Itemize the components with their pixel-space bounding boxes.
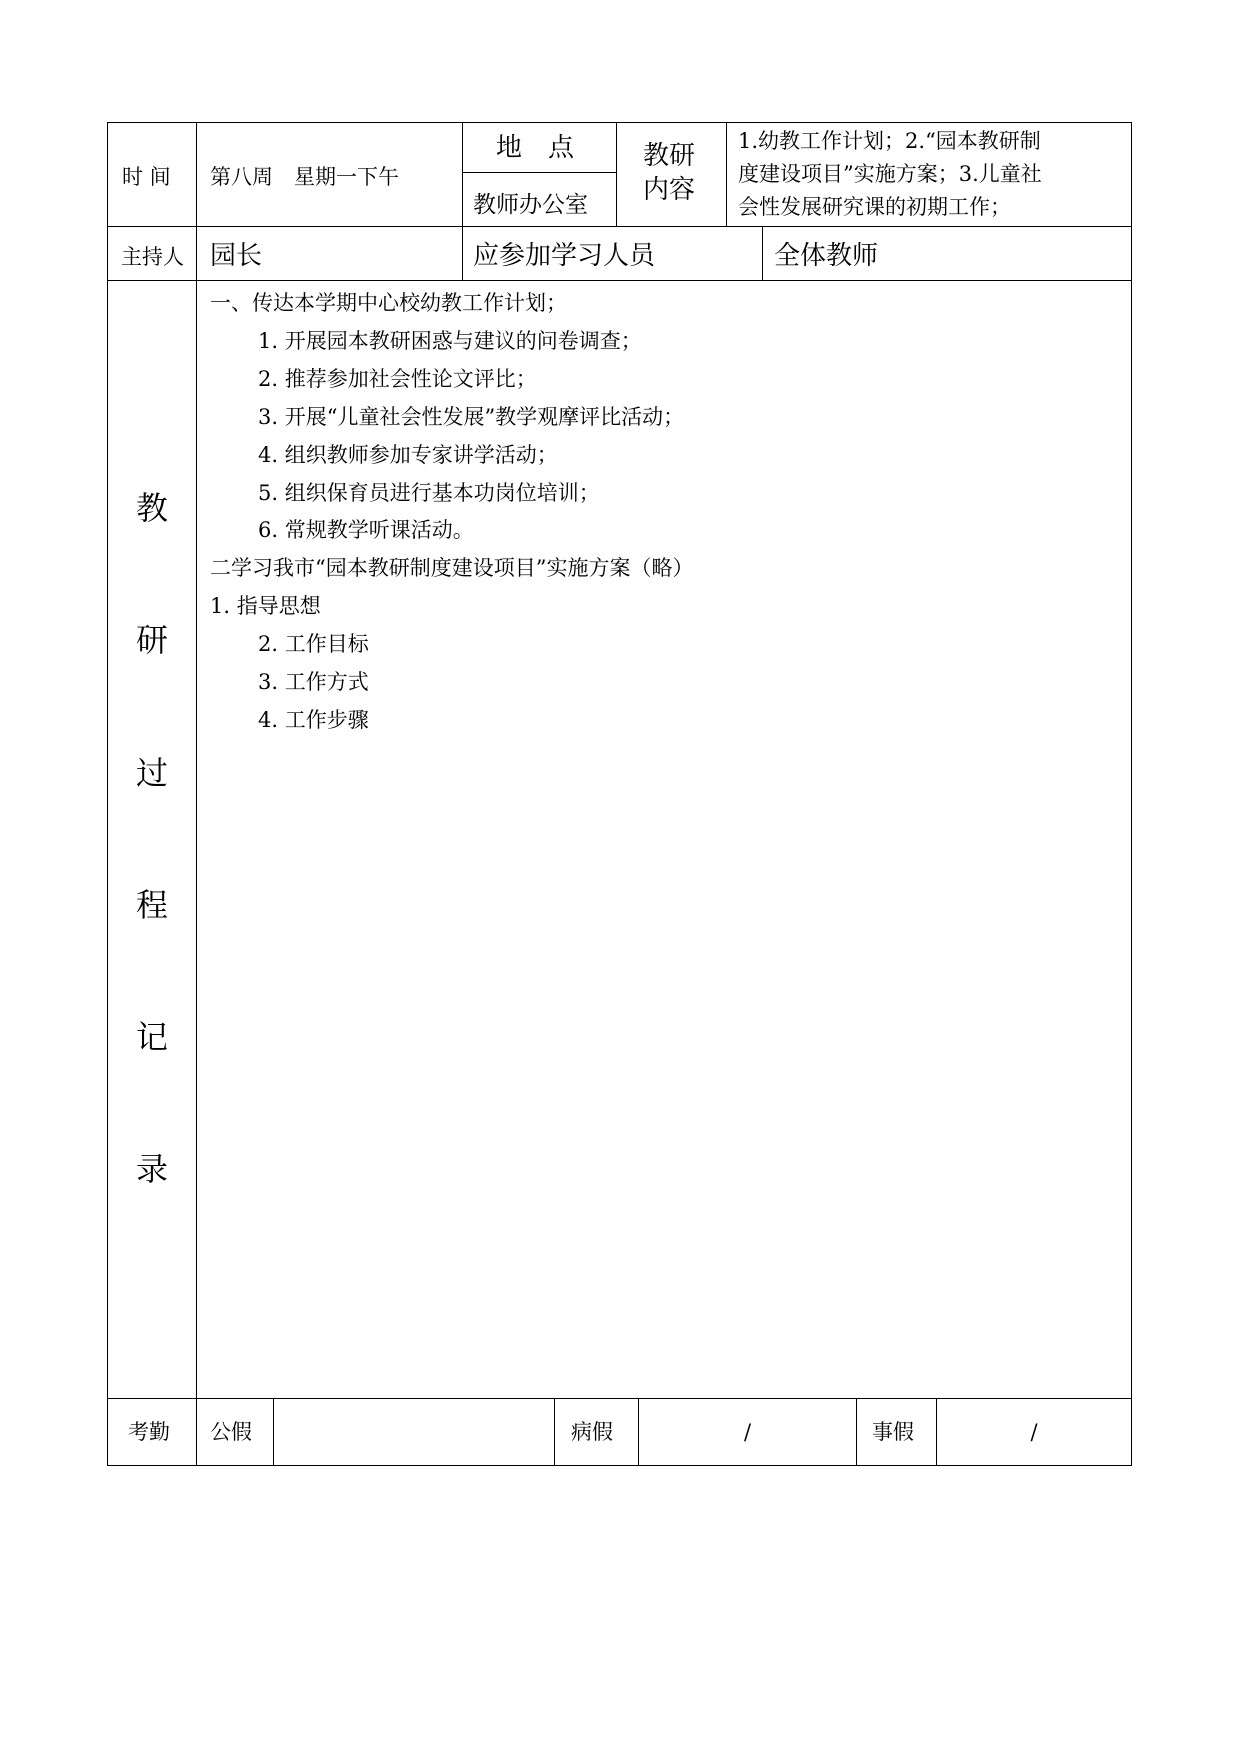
personal-leave-value: /	[1030, 1420, 1038, 1444]
record-line-11: 3. 工作方式	[258, 670, 369, 694]
host-label: 主持人	[121, 245, 184, 269]
record-line-8: 二学习我市“园本教研制度建设项目”实施方案（略）	[210, 556, 694, 580]
attendance-label: 考勤	[128, 1420, 170, 1444]
time-value: 第八周 星期一下午	[210, 165, 399, 189]
record-line-12: 4. 工作步骤	[258, 708, 369, 732]
content-label-line2: 内容	[643, 175, 696, 205]
record-side-char-6: 录	[136, 1150, 169, 1188]
content-line-2: 度建设项目”实施方案；3.儿童社	[738, 162, 1042, 186]
record-line-2: 1. 开展园本教研困惑与建议的问卷调查；	[258, 329, 642, 353]
record-line-5: 4. 组织教师参加专家讲学活动；	[258, 443, 558, 467]
record-side-char-4: 程	[136, 886, 169, 924]
sick-leave-label: 病假	[571, 1420, 613, 1444]
record-line-3: 2. 推荐参加社会性论文评比；	[258, 367, 537, 391]
content-line-1: 1.幼教工作计划；2.“园本教研制	[738, 129, 1041, 153]
content-label-line1: 教研	[643, 141, 696, 171]
record-line-9: 1. 指导思想	[210, 594, 321, 618]
public-leave-label: 公假	[210, 1420, 252, 1444]
record-line-1: 一、传达本学期中心校幼教工作计划；	[210, 291, 567, 315]
content-line-3: 会性发展研究课的初期工作；	[738, 195, 1011, 219]
record-line-4: 3. 开展“儿童社会性发展”教学观摩评比活动；	[258, 405, 685, 429]
record-side-char-5: 记	[136, 1018, 169, 1056]
record-line-6: 5. 组织保育员进行基本功岗位培训；	[258, 481, 600, 505]
location-value: 教师办公室	[473, 192, 588, 218]
record-line-10: 2. 工作目标	[258, 632, 369, 656]
time-label: 时 间	[122, 165, 171, 189]
personal-leave-label: 事假	[872, 1420, 914, 1444]
record-side-char-2: 研	[136, 621, 169, 659]
participants-label: 应参加学习人员	[473, 241, 656, 271]
record-side-char-1: 教	[136, 489, 169, 527]
record-line-7: 6. 常规教学听课活动。	[258, 518, 474, 542]
record-side-char-3: 过	[136, 754, 169, 792]
host-value: 园长	[210, 241, 263, 271]
sick-leave-value: /	[743, 1420, 752, 1444]
location-label: 地 点	[496, 133, 575, 163]
participants-value: 全体教师	[774, 241, 879, 271]
